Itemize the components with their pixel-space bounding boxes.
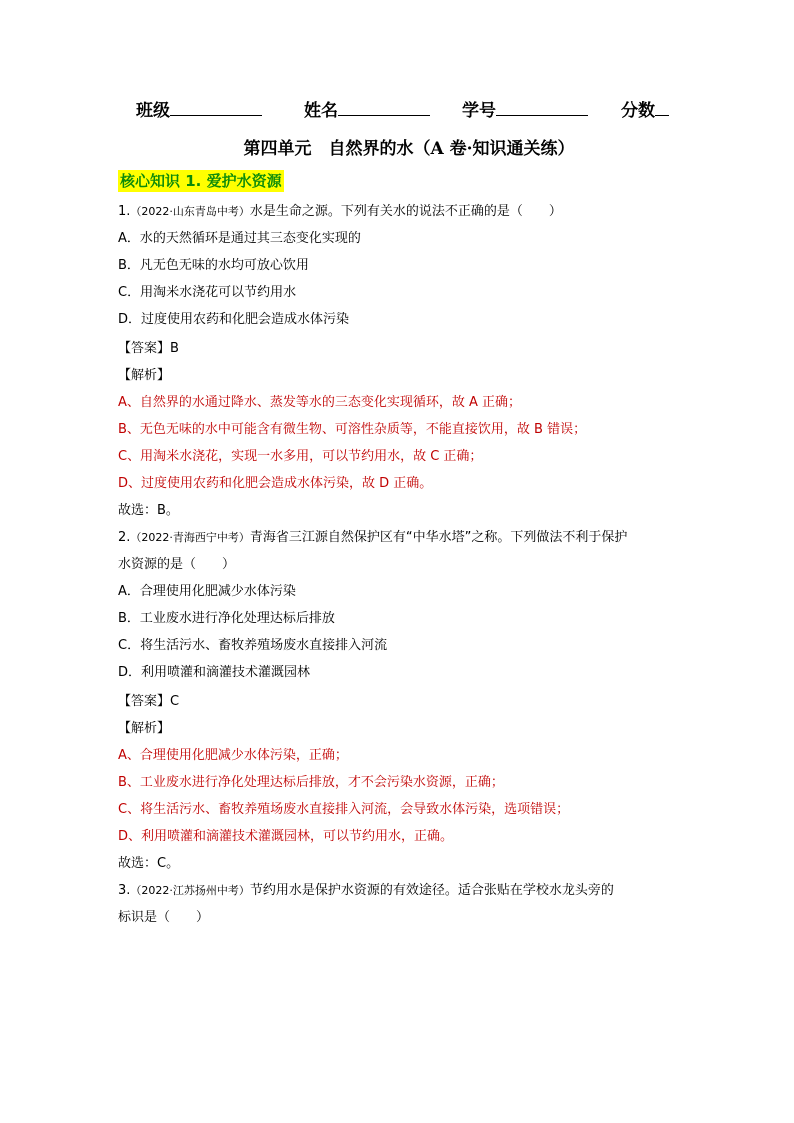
student-info-row	[136, 96, 696, 122]
q2-stem-line1	[118, 529, 627, 547]
q2-number: 2.	[118, 530, 131, 545]
section-title: 核心知识 1. 爱护水资源	[120, 172, 282, 190]
student-id-blank[interactable]	[496, 97, 588, 116]
q2-analysis-a: A、合理使用化肥减少水体污染，正确；	[118, 748, 348, 763]
name-blank[interactable]	[338, 97, 430, 116]
q1-source: （2022·山东青岛中考）	[130, 205, 250, 218]
student-id-field	[462, 96, 588, 121]
q2-analysis-d: D、利用喷灌和滴灌技术灌溉园林，可以节约用水，正确。	[118, 829, 454, 844]
q1-option-d: D．过度使用农药和化肥会造成水体污染	[118, 312, 350, 327]
q1-option-a: A．水的天然循环是通过其三态变化实现的	[118, 231, 361, 246]
name-label: 姓名	[304, 101, 338, 121]
q1-analysis-b: B、无色无味的水中可能含有微生物、可溶性杂质等，不能直接饮用，故 B 错误；	[118, 422, 587, 437]
unit-title: 第四单元 自然界的水（A 卷·知识通关练）	[243, 139, 575, 159]
student-id-label: 学号	[462, 101, 496, 121]
score-field	[621, 96, 669, 121]
class-field	[136, 96, 262, 121]
score-label: 分数	[621, 101, 655, 121]
q1-analysis-label: 【解析】	[118, 368, 171, 383]
q1-analysis-c: C、用淘米水浇花，实现一水多用，可以节约用水，故 C 正确；	[118, 449, 483, 464]
q2-option-d: D．利用喷灌和滴灌技术灌溉园林	[118, 665, 311, 680]
q1-conclusion: 故选：B。	[118, 503, 179, 518]
q3-stem-line2: 标识是（ ）	[118, 910, 210, 925]
q2-analysis-b: B、工业废水进行净化处理达标后排放，才不会污染水资源，正确；	[118, 775, 504, 790]
q3-number: 3.	[118, 883, 131, 898]
score-blank[interactable]	[655, 97, 669, 116]
q3-stem-text: 节约用水是保护水资源的有效途径。适合张贴在学校水龙头旁的	[249, 883, 614, 898]
q3-source: （2022·江苏扬州中考）	[130, 884, 250, 897]
q2-source: （2022·青海西宁中考）	[130, 531, 250, 544]
class-blank[interactable]	[170, 97, 262, 116]
name-field	[304, 96, 430, 121]
class-label: 班级	[136, 101, 170, 121]
q2-stem-line2: 水资源的是（ ）	[118, 557, 236, 572]
q2-option-c: C．将生活污水、畜牧养殖场废水直接排入河流	[118, 638, 388, 653]
q2-stem-text: 青海省三江源自然保护区有“中华水塔”之称。下列做法不利于保护	[249, 530, 628, 545]
q1-number: 1.	[118, 204, 131, 219]
q1-option-b: B．凡无色无味的水均可放心饮用	[118, 258, 309, 273]
q3-stem-line1	[118, 882, 614, 900]
q1-analysis-a: A、自然界的水通过降水、蒸发等水的三态变化实现循环，故 A 正确；	[118, 395, 522, 410]
q1-answer: 【答案】B	[118, 341, 179, 356]
q1-analysis-d: D、过度使用农药和化肥会造成水体污染，故 D 正确。	[118, 476, 433, 491]
q2-analysis-c: C、将生活污水、畜牧养殖场废水直接排入河流，会导致水体污染，选项错误；	[118, 802, 570, 817]
q2-analysis-label: 【解析】	[118, 721, 171, 736]
q2-option-b: B．工业废水进行净化处理达标后排放	[118, 611, 335, 626]
q2-conclusion: 故选：C。	[118, 856, 180, 871]
q1-option-c: C．用淘米水浇花可以节约用水	[118, 285, 297, 300]
q1-stem	[118, 203, 562, 221]
q2-answer: 【答案】C	[118, 694, 180, 709]
q2-option-a: A．合理使用化肥减少水体污染	[118, 584, 296, 599]
q1-stem-text: 水是生命之源。下列有关水的说法不正确的是（ ）	[249, 204, 562, 219]
